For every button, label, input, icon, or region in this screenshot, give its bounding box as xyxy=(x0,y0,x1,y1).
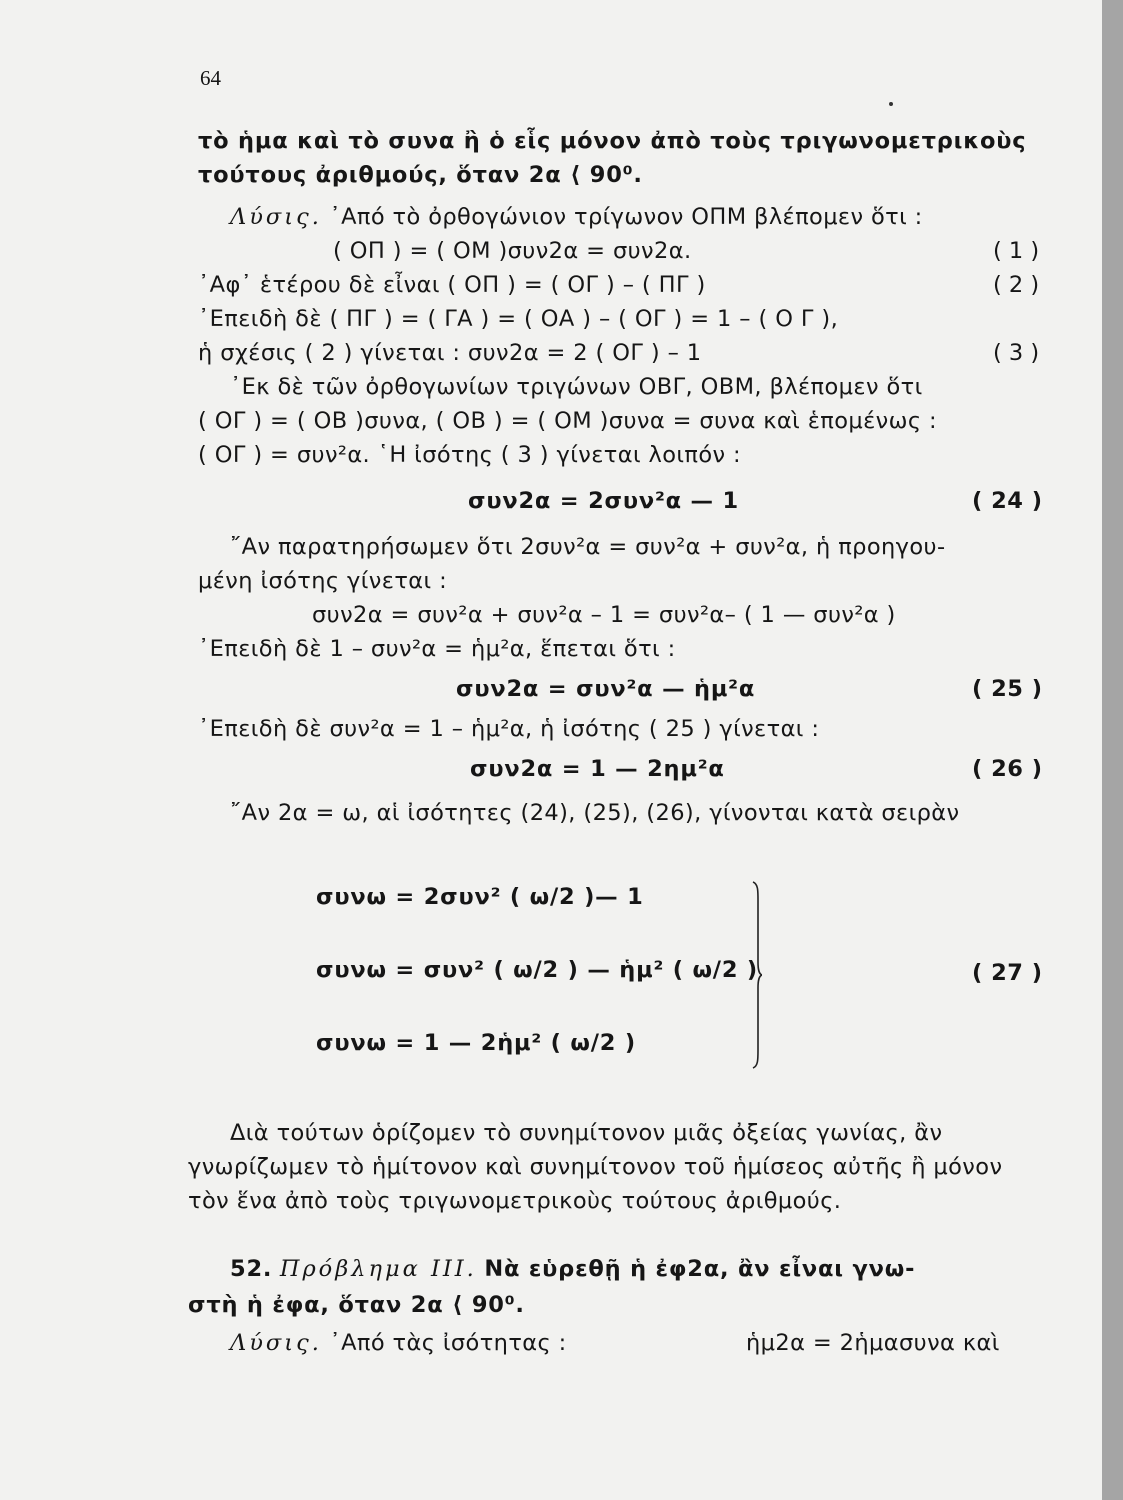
problem-statement-line-2: τούτους ἀριθμούς, ὅταν 2α ⟨ 90⁰. xyxy=(198,162,643,188)
text-line-19: τὸν ἕνα ἀπὸ τοὺς τριγωνομετρικοὺς τούτους ἀριθμούς. xyxy=(188,1188,842,1214)
formula-26-number: ( 26 ) xyxy=(972,756,1043,782)
solution-text: ᾿Από τὸ ὀρθογώνιον τρίγωνον ΟΠΜ βλέπομεν ὅτι : xyxy=(329,204,923,230)
problem-52-line-1 xyxy=(230,1254,915,1284)
solution-52-line xyxy=(230,1328,567,1358)
text-line-10: ( ΟΓ ) = συν²α. ῾Η ἰσότης ( 3 ) γίνεται λοιπόν : xyxy=(198,442,742,468)
formula-24-number: ( 24 ) xyxy=(972,488,1043,514)
equation-1: ( ΟΠ ) = ( ΟΜ )συν2α = συν2α. xyxy=(333,238,692,264)
formula-25-number: ( 25 ) xyxy=(972,676,1043,702)
solution-52-label: Λύσις. xyxy=(230,1330,322,1356)
right-brace xyxy=(752,880,762,1070)
equation-line-13: συν2α = συν²α + συν²α – 1 = συν²α– ( 1 — συν²α ) xyxy=(312,602,896,628)
problem-number: 52. xyxy=(230,1256,273,1282)
text-line-16: ῎Αν 2α = ω, αἱ ἰσότητες (24), (25), (26), γίνονται κατὰ σειρὰν xyxy=(230,800,960,826)
page-number: 64 xyxy=(200,66,221,90)
text-line-9: ( ΟΓ ) = ( ΟΒ )συνα, ( ΟΒ ) = ( ΟΜ )συνα = συνα καὶ ἑπομένως : xyxy=(198,408,938,434)
text-line-11: ῎Αν παρατηρήσωμεν ὅτι 2συν²α = συν²α + συν²α, ἡ προηγου- xyxy=(230,534,946,560)
text-line-12: μένη ἰσότης γίνεται : xyxy=(198,568,448,594)
text-line-15: ᾿Επειδὴ δὲ συν²α = 1 – ἡμ²α, ἡ ἰσότης ( 25 ) γίνεται : xyxy=(198,716,820,742)
text-line-7: ἡ σχέσις ( 2 ) γίνεται : συν2α = 2 ( ΟΓ ) – 1 xyxy=(198,340,702,366)
text-line-14: ᾿Επειδὴ δὲ 1 – συν²α = ἡμ²α, ἕπεται ὅτι : xyxy=(198,636,676,662)
speck xyxy=(889,102,893,106)
solution-52-text: ᾿Από τὰς ἰσότητας : xyxy=(329,1330,567,1356)
solution-label: Λύσις. xyxy=(230,204,322,230)
formula-27c: συνω = 1 — 2ἡμ² ( ω/2 ) xyxy=(316,1030,636,1056)
text-line-18: γνωρίζωμεν τὸ ἡμίτονον καὶ συνημίτονον τοῦ ἡμίσεος αὐτῆς ἢ μόνον xyxy=(188,1154,1003,1180)
problem-label: Πρόβλημα ΙΙΙ. xyxy=(279,1256,477,1282)
formula-25: συν2α = συν²α — ἡμ²α xyxy=(456,676,756,702)
problem-52-line-2: στὴ ἡ ἐφα, ὅταν 2α ⟨ 90⁰. xyxy=(188,1292,525,1318)
text-line-5: ᾿Αφ᾿ ἑτέρου δὲ εἶναι ( ΟΠ ) = ( ΟΓ ) – ( ΠΓ ) xyxy=(198,272,706,298)
text-line-6: ᾿Επειδὴ δὲ ( ΠΓ ) = ( ΓΑ ) = ( ΟΑ ) – ( ΟΓ ) = 1 – ( Ο Γ ), xyxy=(198,306,839,332)
equation-3-number: ( 3 ) xyxy=(993,340,1040,366)
equation-2-number: ( 2 ) xyxy=(993,272,1040,298)
text-line-17: Διὰ τούτων ὁρίζομεν τὸ συνημίτονον μιᾶς ὀξείας γωνίας, ἂν xyxy=(230,1120,943,1146)
problem-52-text: Νὰ εὑρεθῇ ἡ ἐφ2α, ἂν εἶναι γνω- xyxy=(484,1256,916,1282)
text-line-8: ᾿Εκ δὲ τῶν ὀρθογωνίων τριγώνων ΟΒΓ, ΟΒΜ, βλέπομεν ὅτι xyxy=(230,374,923,400)
solution-line-1 xyxy=(230,202,923,232)
problem-statement-line-1: τὸ ἡμα καὶ τὸ συνα ἢ ὁ εἷς μόνον ἀπὸ τοὺς τριγωνομετρικοὺς xyxy=(198,128,1027,154)
formula-24: συν2α = 2συν²α — 1 xyxy=(468,488,739,514)
equation-1-number: ( 1 ) xyxy=(993,238,1040,264)
formula-27a: συνω = 2συν² ( ω/2 )— 1 xyxy=(316,884,644,910)
formula-27b: συνω = συν² ( ω/2 ) — ἡμ² ( ω/2 ) xyxy=(316,957,759,983)
page-edge xyxy=(1102,0,1123,1500)
formula-26: συν2α = 1 — 2ημ²α xyxy=(470,756,725,782)
formula-27-number: ( 27 ) xyxy=(972,960,1043,986)
solution-52-equation: ἡμ2α = 2ἡμασυνα καὶ xyxy=(746,1330,1000,1356)
